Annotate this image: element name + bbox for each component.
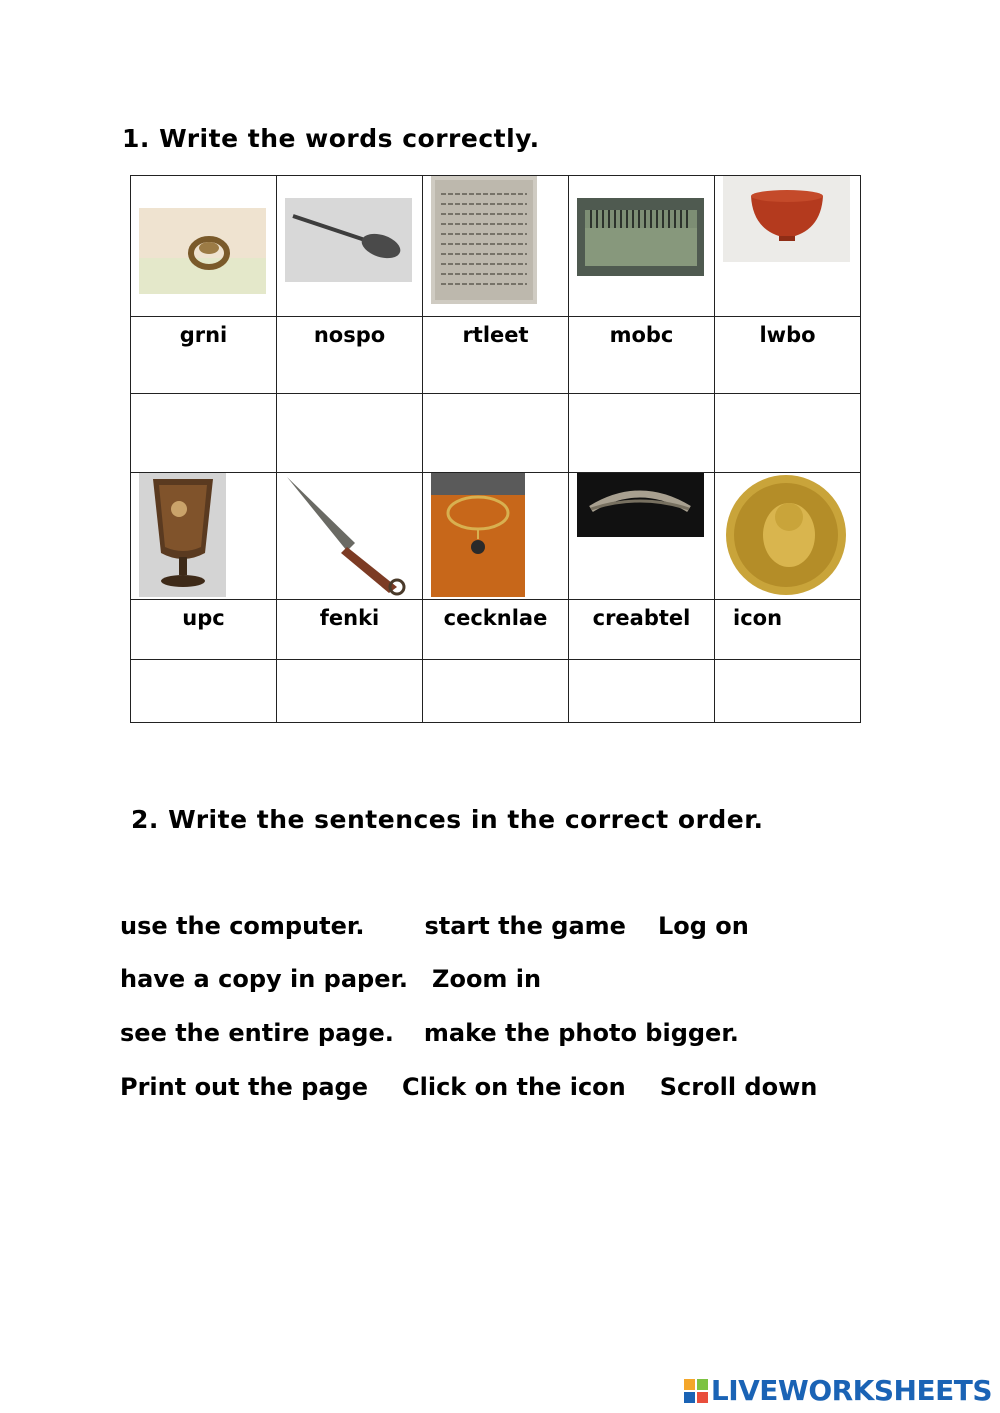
spoon-photo-icon bbox=[285, 198, 412, 282]
scrambled-word-cell bbox=[277, 317, 423, 394]
ring-photo-icon bbox=[139, 208, 266, 294]
cup-photo-icon bbox=[139, 473, 226, 597]
coin-photo-icon bbox=[723, 473, 850, 597]
scrambled-word-cell bbox=[715, 317, 861, 394]
sentence-fragment: Click on the icon bbox=[402, 1073, 626, 1101]
word-table bbox=[130, 175, 861, 723]
answer-cell[interactable] bbox=[423, 660, 569, 723]
logo-mark-icon bbox=[684, 1379, 708, 1403]
comb-photo-icon bbox=[577, 198, 704, 276]
liveworksheets-logo bbox=[684, 1374, 992, 1407]
sentence-fragment: make the photo bigger. bbox=[423, 1019, 739, 1047]
answer-cell[interactable] bbox=[715, 660, 861, 723]
sentence-line bbox=[120, 1019, 739, 1047]
answer-cell[interactable] bbox=[277, 660, 423, 723]
image-cell bbox=[277, 473, 423, 600]
sentence-fragment: Scroll down bbox=[659, 1073, 818, 1101]
image-cell bbox=[715, 473, 861, 600]
answer-cell[interactable] bbox=[277, 394, 423, 473]
bowl-photo-icon bbox=[723, 176, 850, 262]
scrambled-word: rtleet bbox=[462, 323, 529, 347]
answer-input[interactable] bbox=[131, 394, 276, 472]
image-cell bbox=[131, 176, 277, 317]
sentence-fragment: Log on bbox=[657, 912, 749, 940]
scrambled-word-cell bbox=[277, 600, 423, 660]
answer-input[interactable] bbox=[131, 660, 276, 722]
scrambled-word: upc bbox=[182, 606, 225, 630]
letter-photo-icon bbox=[431, 176, 537, 304]
answer-cell[interactable] bbox=[423, 394, 569, 473]
scrambled-word: lwbo bbox=[759, 323, 816, 347]
scrambled-word: grni bbox=[179, 323, 228, 347]
answer-input[interactable] bbox=[423, 660, 568, 722]
answer-cell[interactable] bbox=[131, 660, 277, 723]
answer-input[interactable] bbox=[715, 660, 860, 722]
scrambled-word-cell bbox=[423, 600, 569, 660]
image-cell bbox=[423, 176, 569, 317]
answer-input[interactable] bbox=[423, 394, 568, 472]
image-cell bbox=[569, 473, 715, 600]
sentence-line bbox=[120, 912, 749, 940]
scrambled-word: creabtel bbox=[592, 606, 691, 630]
image-cell bbox=[423, 473, 569, 600]
scrambled-word-cell bbox=[423, 317, 569, 394]
sentence-fragment: start the game bbox=[424, 912, 626, 940]
bracelet-photo-icon bbox=[577, 473, 704, 537]
image-cell bbox=[715, 176, 861, 317]
sentence-fragment: Print out the page bbox=[120, 1073, 368, 1101]
section2-heading: 2. Write the sentences in the correct order. bbox=[131, 805, 764, 834]
sentence-fragment: use the computer. bbox=[120, 912, 365, 940]
image-cell bbox=[131, 473, 277, 600]
sentence-line bbox=[120, 1073, 817, 1101]
scrambled-word: nospo bbox=[313, 323, 386, 347]
answer-input[interactable] bbox=[569, 394, 714, 472]
knife-photo-icon bbox=[285, 473, 412, 597]
necklace-photo-icon bbox=[431, 473, 525, 597]
answer-input[interactable] bbox=[277, 660, 422, 722]
sentence-fragment: Zoom in bbox=[432, 965, 542, 993]
answer-cell[interactable] bbox=[715, 394, 861, 473]
scrambled-word: mobc bbox=[609, 323, 674, 347]
answer-cell[interactable] bbox=[131, 394, 277, 473]
answer-input[interactable] bbox=[715, 394, 860, 472]
answer-input[interactable] bbox=[569, 660, 714, 722]
scrambled-word-cell bbox=[131, 317, 277, 394]
scrambled-word-cell bbox=[569, 600, 715, 660]
scrambled-word-cell bbox=[131, 600, 277, 660]
answer-cell[interactable] bbox=[569, 394, 715, 473]
sentence-fragment: have a copy in paper. bbox=[120, 965, 409, 993]
image-cell bbox=[569, 176, 715, 317]
answer-cell[interactable] bbox=[569, 660, 715, 723]
scrambled-word: icon bbox=[733, 606, 783, 630]
scrambled-word: fenki bbox=[319, 606, 380, 630]
sentence-line bbox=[120, 965, 541, 993]
answer-input[interactable] bbox=[277, 394, 422, 472]
scrambled-word: cecknlae bbox=[443, 606, 548, 630]
scrambled-word-cell bbox=[715, 600, 861, 660]
image-cell bbox=[277, 176, 423, 317]
logo-text: LIVEWORKSHEETS bbox=[710, 1374, 992, 1407]
section1-heading: 1. Write the words correctly. bbox=[122, 124, 540, 153]
sentence-fragment: see the entire page. bbox=[120, 1019, 394, 1047]
scrambled-word-cell bbox=[569, 317, 715, 394]
